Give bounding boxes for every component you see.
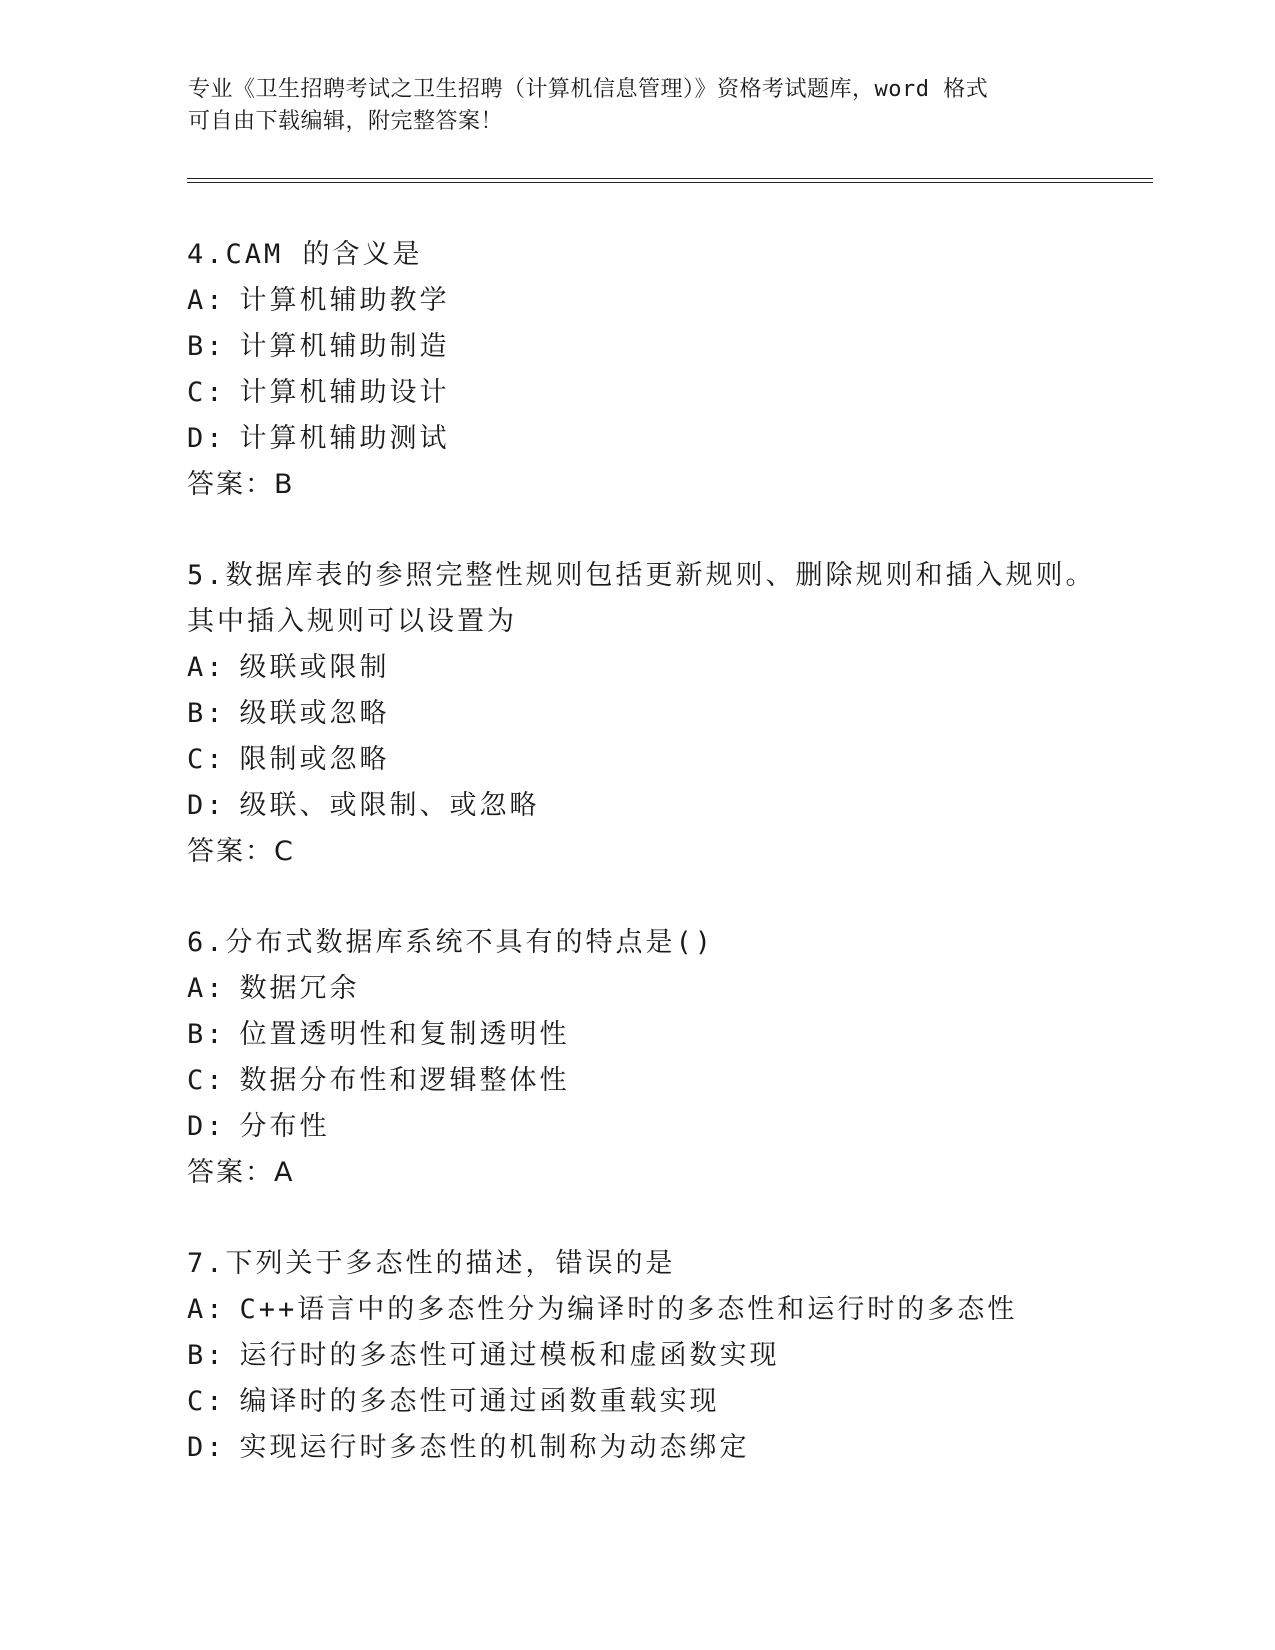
option-text: 位置透明性和复制透明性 [239,1019,570,1050]
option-key: D: [187,423,226,454]
document-header [188,74,1088,138]
option-text: 分布性 [239,1111,330,1142]
option-key: B: [187,1019,226,1050]
option-c [187,737,1187,783]
option-text: 编译时的多态性可通过函数重载实现 [239,1386,720,1417]
option-b [187,1333,1187,1379]
option-d [187,1104,1187,1150]
option-text: 级联或限制 [239,652,390,683]
option-key: D: [187,1111,226,1142]
option-text: C++语言中的多态性分为编译时的多态性和运行时的多态性 [239,1294,1018,1325]
option-text: 计算机辅助设计 [239,377,450,408]
option-d [187,416,1187,462]
option-key: D: [187,1432,226,1463]
question-stem: 5.数据库表的参照完整性规则包括更新规则、删除规则和插入规则。 [187,560,1096,591]
option-key: B: [187,331,226,362]
option-text: 数据冗余 [239,973,360,1004]
answer-line: 答案：C [187,836,295,867]
option-key: A: [187,652,226,683]
option-d [187,783,1187,829]
option-key: C: [187,377,226,408]
option-a [187,278,1187,324]
question-stem: 4.CAM 的含义是 [187,239,423,270]
answer-line: 答案：B [187,469,295,500]
option-b [187,1012,1187,1058]
option-text: 数据分布性和逻辑整体性 [239,1065,570,1096]
question-stem: 6.分布式数据库系统不具有的特点是() [187,927,715,958]
option-text: 计算机辅助制造 [239,331,450,362]
question-stem: 7.下列关于多态性的描述，错误的是 [187,1248,676,1279]
option-d [187,1425,1187,1471]
option-c [187,1379,1187,1425]
option-a [187,645,1187,691]
question-stem-continued: 其中插入规则可以设置为 [187,606,517,637]
option-key: D: [187,790,226,821]
question-6 [187,920,1187,1196]
option-text: 运行时的多态性可通过模板和虚函数实现 [239,1340,780,1371]
answer-line: 答案：A [187,1157,295,1188]
question-4 [187,232,1187,508]
option-b [187,691,1187,737]
option-c [187,370,1187,416]
option-key: C: [187,744,226,775]
header-line-2: 可自由下载编辑，附完整答案！ [188,109,504,134]
question-7 [187,1241,1187,1471]
option-key: C: [187,1065,226,1096]
option-text: 限制或忽略 [239,744,390,775]
header-divider [187,178,1153,183]
option-c [187,1058,1187,1104]
option-text: 级联、或限制、或忽略 [239,790,540,821]
option-key: A: [187,1294,226,1325]
header-line-1: 专业《卫生招聘考试之卫生招聘（计算机信息管理）》资格考试题库，word 格式 [188,77,989,102]
option-text: 级联或忽略 [239,698,390,729]
question-list [187,232,1187,1516]
option-a [187,966,1187,1012]
option-b [187,324,1187,370]
question-5 [187,553,1187,875]
option-text: 计算机辅助教学 [239,285,450,316]
option-text: 实现运行时多态性的机制称为动态绑定 [239,1432,750,1463]
option-text: 计算机辅助测试 [239,423,450,454]
option-key: A: [187,285,226,316]
option-key: C: [187,1386,226,1417]
option-key: B: [187,1340,226,1371]
option-key: A: [187,973,226,1004]
option-a [187,1287,1187,1333]
option-key: B: [187,698,226,729]
